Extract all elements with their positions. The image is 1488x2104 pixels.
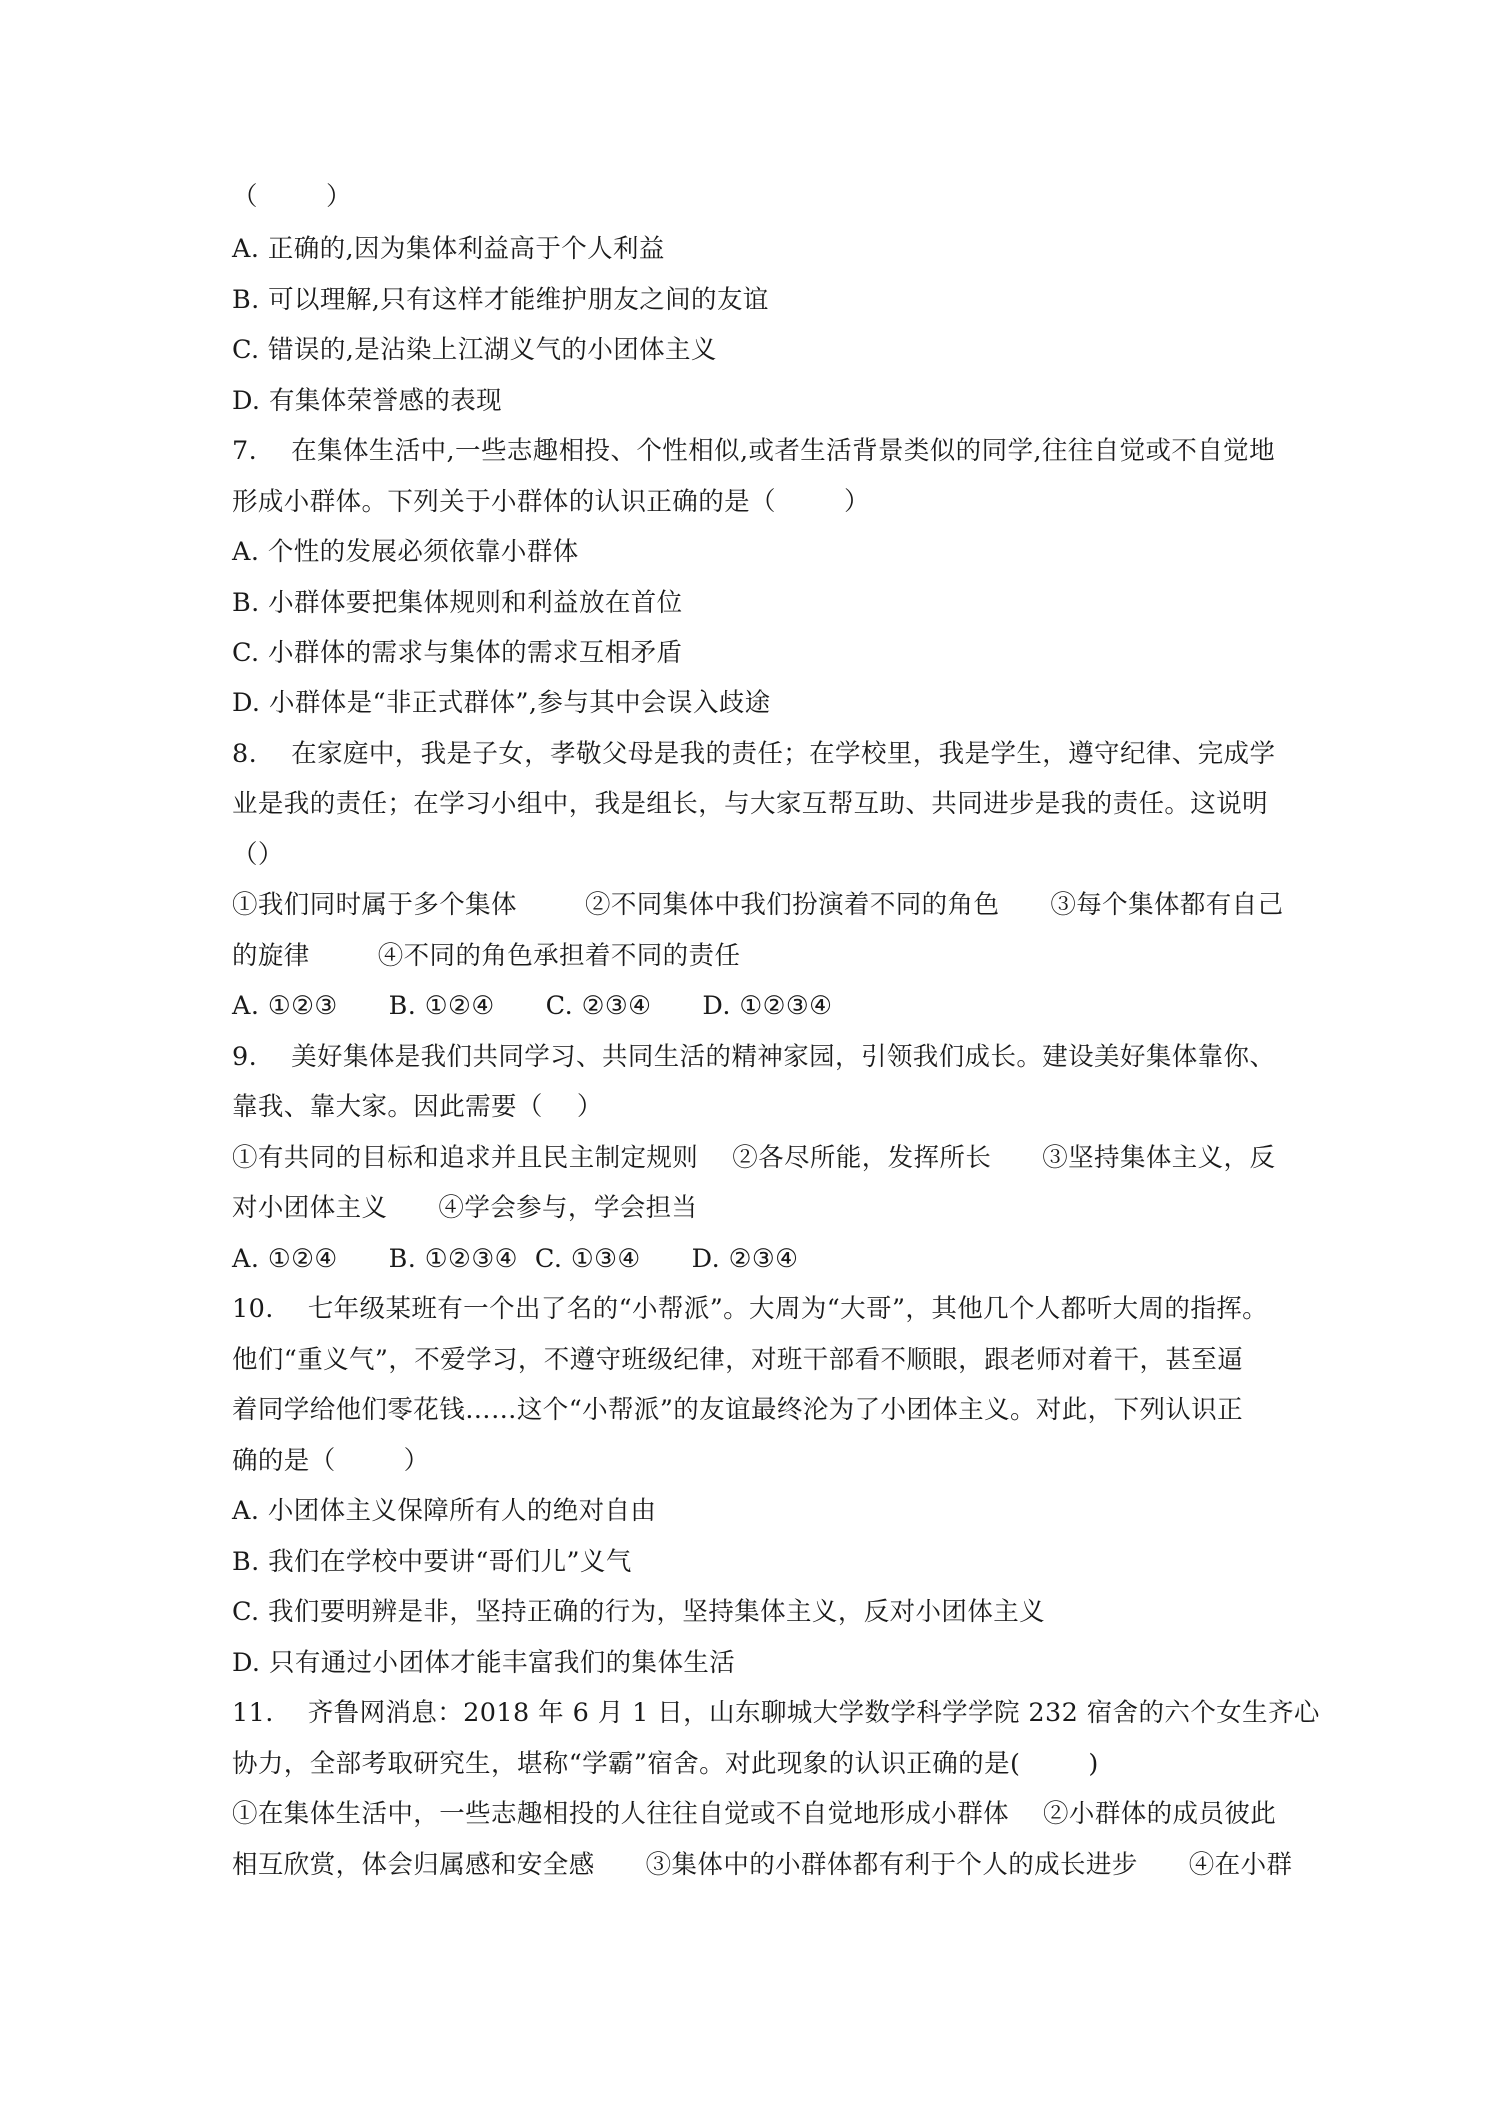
q9-statements-line-1: ①有共同的目标和追求并且民主制定规则 ②各尽所能，发挥所长 ③坚持集体主义，反 [232,1143,1276,1173]
q10-stem-line-3: 着同学给他们零花钱……这个“小帮派”的友谊最终沦为了小团体主义。对此，下列认识正 [232,1395,1244,1425]
q10-stem-line-1: 10. 七年级某班有一个出了名的“小帮派”。大周为“大哥”，其他几个人都听大周的指挥。 [232,1294,1269,1324]
q10-stem-line-2: 他们“重义气”，不爱学习，不遵守班级纪律，对班干部看不顺眼，跟老师对着干，甚至逼 [232,1345,1244,1375]
q6-answer-bracket: （ ） [232,182,352,212]
q11-stem-line-2: 协力，全部考取研究生，堪称“学霸”宿舍。对此现象的认识正确的是( ) [232,1749,1099,1779]
q10-stem-line-4: 确的是（ ） [232,1446,430,1476]
q6-option-a: A. 正确的,因为集体利益高于个人利益 [232,234,665,264]
q7-option-d: D. 小群体是“非正式群体”,参与其中会误入歧途 [232,688,771,718]
q7-option-a: A. 个性的发展必须依靠小群体 [232,537,579,567]
q8-options: A. ①②③ B. ①②④ C. ②③④ D. ①②③④ [232,991,833,1021]
q10-option-b: B. 我们在学校中要讲“哥们儿”义气 [232,1547,632,1577]
q11-statements-line-1: ①在集体生活中，一些志趣相投的人往往自觉或不自觉地形成小群体 ②小群体的成员彼此 [232,1799,1277,1829]
q8-stem-line-2: 业是我的责任；在学习小组中，我是组长，与大家互帮互助、共同进步是我的责任。这说明 [232,789,1269,819]
q9-options: A. ①②④ B. ①②③④ C. ①③④ D. ②③④ [232,1244,799,1274]
q6-option-c: C. 错误的,是沾染上江湖义气的小团体主义 [232,335,717,365]
q6-option-d: D. 有集体荣誉感的表现 [232,386,503,416]
q8-statements-line-2: 的旋律 ④不同的角色承担着不同的责任 [232,941,741,971]
q9-stem-line-1: 9. 美好集体是我们共同学习、共同生活的精神家园，引领我们成长。建设美好集体靠你、 [232,1042,1276,1072]
q11-stem-line-1: 11. 齐鲁网消息：2018 年 6 月 1 日，山东聊城大学数学科学学院 232 宿舍的六个女生齐心 [232,1698,1320,1728]
q7-option-b: B. 小群体要把集体规则和利益放在首位 [232,588,683,618]
q8-stem-line-1: 8. 在家庭中，我是子女，孝敬父母是我的责任；在学校里，我是学生，遵守纪律、完成学 [232,739,1276,769]
q9-statements-line-2: 对小团体主义 ④学会参与，学会担当 [232,1193,698,1223]
q7-option-c: C. 小群体的需求与集体的需求互相矛盾 [232,638,683,668]
q8-statements-line-1: ①我们同时属于多个集体 ②不同集体中我们扮演着不同的角色 ③每个集体都有自己 [232,890,1284,920]
q10-option-d: D. 只有通过小团体才能丰富我们的集体生活 [232,1648,736,1678]
q10-option-a: A. 小团体主义保障所有人的绝对自由 [232,1496,657,1526]
q10-option-c: C. 我们要明辨是非，坚持正确的行为，坚持集体主义，反对小团体主义 [232,1597,1046,1627]
q9-stem-line-2: 靠我、靠大家。因此需要（ ） [232,1092,603,1122]
q7-stem-line-2: 形成小群体。下列关于小群体的认识正确的是（ ） [232,487,870,517]
q7-stem-line-1: 7. 在集体生活中,一些志趣相投、个性相似,或者生活背景类似的同学,往往自觉或不自觉地 [232,436,1275,466]
q8-stem-line-3: （） [232,840,284,870]
q6-option-b: B. 可以理解,只有这样才能维护朋友之间的友谊 [232,285,769,315]
q11-statements-line-2: 相互欣赏，体会归属感和安全感 ③集体中的小群体都有利于个人的成长进步 ④在小群 [232,1850,1293,1880]
